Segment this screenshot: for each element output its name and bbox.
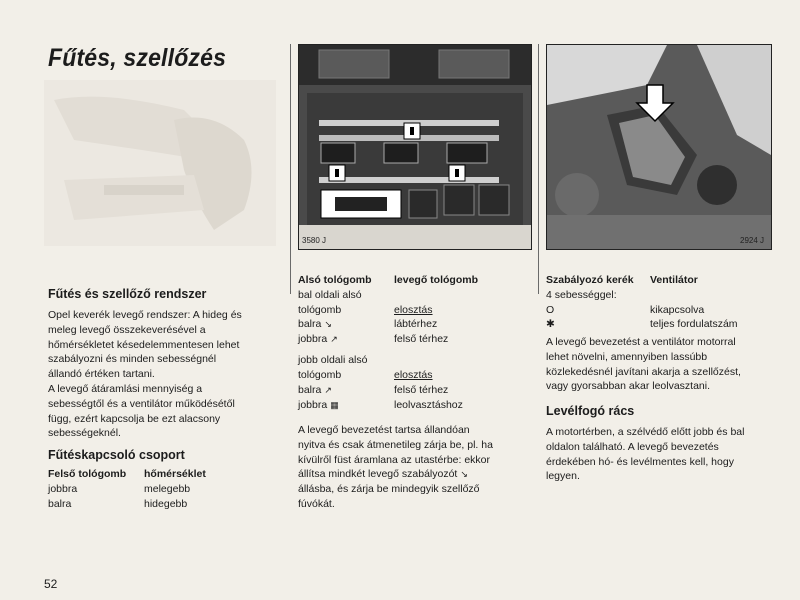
intro-paragraph: Opel keverék levegő rendszer: A hideg és meleg levegő összekeverésével a hőmérsékletet késedelemmentesen lehet szabályozni és minden sebességnél állandó értéken tartani. A levegő átáramlási mennyiség a sebességtől és a ventilátor működésétől függ, ezért kapcsolja be ezt alacsony sebességeknél. [48,309,242,440]
defrost-icon: ▦ [330,399,339,410]
figure-code-right: 2924 J [740,236,765,245]
leaf-guard-paragraph: A motortérben, a szélvédő előtt jobb és bal oldalon található. A levegő bevezetés érdekében hó- és levélmentes kell, hogy legyen. [546,426,745,483]
upper-airflow-icon: ↗ [324,384,332,395]
heater-control-panel-photo [298,44,532,250]
column-divider-2 [538,44,539,294]
upper-airflow-icon: ↗ [330,334,338,345]
footwell-airflow-icon: ↘ [460,469,468,480]
air-intake-paragraph: A levegő bevezetést tartsa állandóan nyitva és csak átmenetileg zárja be, pl. ha kívülről füst áramlana az utastérbe: ekkor állítsa mindkét levegő szabályozót ↘ állásba, és zárja be mindegyik szellőző fúvókát. [298,424,493,511]
figure-code-middle: 3580 J [302,236,327,245]
page-number: 52 [44,577,58,591]
temperature-table: Felső tológomb hőmérséklet jobbra melegebb balra hidegebb [48,468,206,510]
fan-max-symbol: ✱ [546,318,555,331]
heading-heater-switches: Fűtéskapcsoló csoport [48,448,185,462]
page-title: Fűtés, szellőzés [48,44,227,72]
lower-slider-table: Alsó tológomb levegő tológomb bal oldali alsó tológomb elosztás balra ↘ lábtérhez jobbra ↗ felső térhez jobb oldali alsó tológomb elosztás balra ↗ felső térhez jobbra ▦ leolvasztáshoz [298,274,478,412]
footwell-airflow-icon: ↘ [324,319,332,330]
fan-table: Szabályozó kerék Ventilátor 4 sebességgel: O kikapcsolva ✱ teljes fordulatszám [546,274,738,331]
heading-leaf-guard: Levélfogó rács [546,404,635,418]
column-divider-1 [290,44,291,294]
fan-off-symbol: O [546,303,555,316]
engine-bay-photo [546,44,772,250]
heater-lever-photo [44,80,276,246]
heading-ventilation-system: Fűtés és szellőző rendszer [48,287,207,301]
fan-paragraph: A levegő bevezetést a ventilátor motorral lehet növelni, amennyiben lassúbb közlekedésnél javítani akarja a szellőzést, vagy gyorsabban akar leolvasztani. [546,336,741,393]
